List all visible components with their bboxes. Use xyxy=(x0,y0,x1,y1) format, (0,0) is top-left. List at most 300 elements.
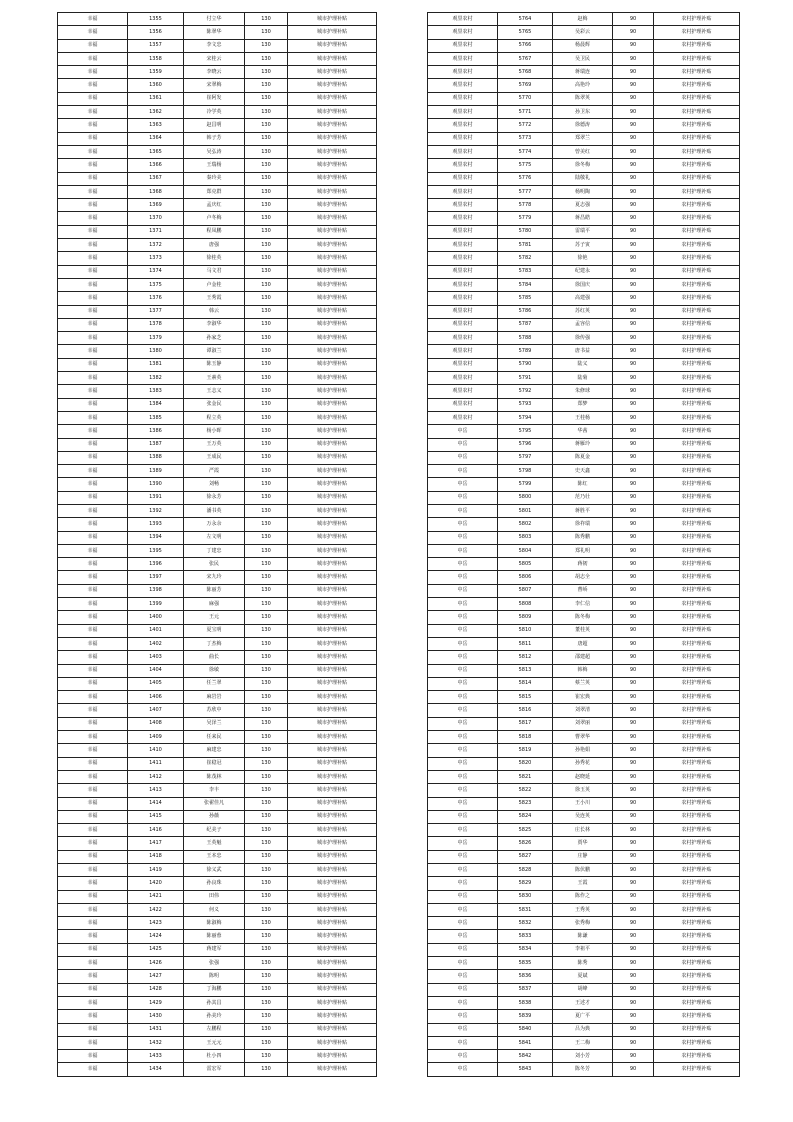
table-row xyxy=(58,438,377,451)
table-row xyxy=(58,558,377,571)
table-row xyxy=(428,544,740,557)
region-cell: 中岳 xyxy=(428,584,498,597)
name-cell: 徐敏 xyxy=(184,664,245,677)
region-cell: 幸福 xyxy=(58,252,128,265)
region-cell: 中岳 xyxy=(428,558,498,571)
amount-cell: 130 xyxy=(245,1063,288,1076)
region-cell: 中岳 xyxy=(428,478,498,491)
name-cell: 王瑞杨 xyxy=(184,159,245,172)
region-cell: 幸福 xyxy=(58,13,128,26)
subsidy-type-cell: 农村护理补贴 xyxy=(654,704,740,717)
subsidy-type-cell: 城市护理补贴 xyxy=(288,185,377,198)
name-cell: 孙其昌 xyxy=(184,996,245,1009)
id-cell: 1434 xyxy=(128,1063,184,1076)
region-cell: 幸福 xyxy=(58,837,128,850)
amount-cell: 130 xyxy=(245,903,288,916)
region-cell: 中岳 xyxy=(428,930,498,943)
name-cell: 付立华 xyxy=(184,13,245,26)
region-cell: 中岳 xyxy=(428,677,498,690)
name-cell: 徐永芳 xyxy=(184,491,245,504)
subsidy-type-cell: 城市护理补贴 xyxy=(288,518,377,531)
table-row xyxy=(58,624,377,637)
subsidy-type-cell: 农村护理补贴 xyxy=(654,691,740,704)
subsidy-type-cell: 农村护理补贴 xyxy=(654,996,740,1009)
table-row xyxy=(428,491,740,504)
name-cell: 张秀梅 xyxy=(553,917,613,930)
region-cell: 幸福 xyxy=(58,159,128,172)
table-row xyxy=(58,1010,377,1023)
id-cell: 1360 xyxy=(128,79,184,92)
region-cell: 观里农村 xyxy=(428,106,498,119)
name-cell: 华茜 xyxy=(553,425,613,438)
region-cell: 中岳 xyxy=(428,691,498,704)
region-cell: 幸福 xyxy=(58,398,128,411)
id-cell: 1408 xyxy=(128,717,184,730)
amount-cell: 90 xyxy=(613,504,654,517)
name-cell: 夏广平 xyxy=(553,1010,613,1023)
table-row xyxy=(58,132,377,145)
subsidy-type-cell: 农村护理补贴 xyxy=(654,478,740,491)
subsidy-type-cell: 农村护理补贴 xyxy=(654,837,740,850)
name-cell: 万永余 xyxy=(184,518,245,531)
region-cell: 中岳 xyxy=(428,465,498,478)
table-row xyxy=(428,824,740,837)
subsidy-type-cell: 城市护理补贴 xyxy=(288,731,377,744)
table-row xyxy=(428,66,740,79)
table-row xyxy=(428,1023,740,1036)
name-cell: 陈谦 xyxy=(553,930,613,943)
amount-cell: 90 xyxy=(613,372,654,385)
subsidy-type-cell: 农村护理补贴 xyxy=(654,398,740,411)
table-row xyxy=(58,172,377,185)
table-row xyxy=(58,717,377,730)
name-cell: 朱修球 xyxy=(553,385,613,398)
amount-cell: 130 xyxy=(245,159,288,172)
table-row xyxy=(428,478,740,491)
region-cell: 中岳 xyxy=(428,824,498,837)
id-cell: 1357 xyxy=(128,39,184,52)
name-cell: 王英魁 xyxy=(184,837,245,850)
table-row xyxy=(428,797,740,810)
table-row xyxy=(428,717,740,730)
subsidy-type-cell: 城市护理补贴 xyxy=(288,79,377,92)
name-cell: 胡峰 xyxy=(553,983,613,996)
subsidy-type-cell: 城市护理补贴 xyxy=(288,677,377,690)
amount-cell: 90 xyxy=(613,478,654,491)
subsidy-type-cell: 城市护理补贴 xyxy=(288,478,377,491)
region-cell: 中岳 xyxy=(428,425,498,438)
name-cell: 唐超 xyxy=(553,637,613,650)
amount-cell: 130 xyxy=(245,877,288,890)
subsidy-type-cell: 城市护理补贴 xyxy=(288,957,377,970)
subsidy-type-cell: 农村护理补贴 xyxy=(654,66,740,79)
region-cell: 观里农村 xyxy=(428,398,498,411)
id-cell: 5842 xyxy=(498,1050,553,1063)
table-row xyxy=(58,52,377,65)
id-cell: 5843 xyxy=(498,1063,553,1076)
region-cell: 观里农村 xyxy=(428,92,498,105)
subsidy-type-cell: 城市护理补贴 xyxy=(288,504,377,517)
name-cell: 陈玉静 xyxy=(184,358,245,371)
region-cell: 幸福 xyxy=(58,784,128,797)
region-cell: 中岳 xyxy=(428,1050,498,1063)
id-cell: 1362 xyxy=(128,106,184,119)
region-cell: 观里农村 xyxy=(428,199,498,212)
region-cell: 中岳 xyxy=(428,451,498,464)
region-cell: 幸福 xyxy=(58,558,128,571)
name-cell: 唐强 xyxy=(184,239,245,252)
id-cell: 1432 xyxy=(128,1036,184,1049)
subsidy-type-cell: 农村护理补贴 xyxy=(654,13,740,26)
region-cell: 中岳 xyxy=(428,651,498,664)
name-cell: 卢金桂 xyxy=(184,278,245,291)
name-cell: 崔阿发 xyxy=(184,92,245,105)
name-cell: 陈丽芳 xyxy=(184,584,245,597)
name-cell: 曹翠华 xyxy=(553,731,613,744)
amount-cell: 130 xyxy=(245,1023,288,1036)
id-cell: 5788 xyxy=(498,332,553,345)
name-cell: 蒋胜平 xyxy=(553,504,613,517)
id-cell: 1361 xyxy=(128,92,184,105)
subsidy-type-cell: 城市护理补贴 xyxy=(288,172,377,185)
subsidy-type-cell: 城市护理补贴 xyxy=(288,239,377,252)
name-cell: 孙卫东 xyxy=(553,106,613,119)
name-cell: 丁杰梅 xyxy=(184,637,245,650)
subsidy-type-cell: 城市护理补贴 xyxy=(288,372,377,385)
subsidy-type-cell: 农村护理补贴 xyxy=(654,92,740,105)
region-cell: 幸福 xyxy=(58,239,128,252)
name-cell: 宋九玲 xyxy=(184,571,245,584)
name-cell: 李晓云 xyxy=(184,66,245,79)
region-cell: 观里农村 xyxy=(428,345,498,358)
id-cell: 5803 xyxy=(498,531,553,544)
amount-cell: 130 xyxy=(245,265,288,278)
table-row xyxy=(58,877,377,890)
name-cell: 史天鑫 xyxy=(553,465,613,478)
region-cell: 幸福 xyxy=(58,265,128,278)
subsidy-type-cell: 农村护理补贴 xyxy=(654,983,740,996)
id-cell: 1394 xyxy=(128,531,184,544)
id-cell: 1388 xyxy=(128,451,184,464)
id-cell: 1404 xyxy=(128,664,184,677)
id-cell: 5833 xyxy=(498,930,553,943)
amount-cell: 130 xyxy=(245,318,288,331)
id-cell: 1386 xyxy=(128,425,184,438)
region-cell: 幸福 xyxy=(58,79,128,92)
amount-cell: 90 xyxy=(613,425,654,438)
region-cell: 中岳 xyxy=(428,637,498,650)
table-row xyxy=(428,637,740,650)
name-cell: 杨明陶 xyxy=(553,185,613,198)
name-cell: 王元 xyxy=(184,611,245,624)
id-cell: 5789 xyxy=(498,345,553,358)
amount-cell: 90 xyxy=(613,438,654,451)
id-cell: 1409 xyxy=(128,731,184,744)
region-cell: 观里农村 xyxy=(428,172,498,185)
table-row xyxy=(58,292,377,305)
region-cell: 观里农村 xyxy=(428,119,498,132)
table-row xyxy=(58,425,377,438)
table-row xyxy=(58,1023,377,1036)
table-row xyxy=(428,850,740,863)
id-cell: 5800 xyxy=(498,491,553,504)
amount-cell: 90 xyxy=(613,943,654,956)
amount-cell: 130 xyxy=(245,119,288,132)
name-cell: 张民 xyxy=(184,558,245,571)
id-cell: 1381 xyxy=(128,358,184,371)
table-row xyxy=(58,318,377,331)
table-row xyxy=(428,624,740,637)
name-cell: 蒋瑞连 xyxy=(553,66,613,79)
table-row xyxy=(58,265,377,278)
amount-cell: 90 xyxy=(613,305,654,318)
id-cell: 5831 xyxy=(498,903,553,916)
table-row xyxy=(428,1010,740,1023)
subsidy-type-cell: 农村护理补贴 xyxy=(654,318,740,331)
id-cell: 5804 xyxy=(498,544,553,557)
amount-cell: 90 xyxy=(613,637,654,650)
id-cell: 1428 xyxy=(128,983,184,996)
table-row xyxy=(58,930,377,943)
subsidy-type-cell: 城市护理补贴 xyxy=(288,757,377,770)
region-cell: 幸福 xyxy=(58,438,128,451)
table-row xyxy=(428,704,740,717)
amount-cell: 90 xyxy=(613,278,654,291)
name-cell: 麻建忠 xyxy=(184,744,245,757)
region-cell: 幸福 xyxy=(58,385,128,398)
region-cell: 幸福 xyxy=(58,651,128,664)
amount-cell: 130 xyxy=(245,996,288,1009)
id-cell: 5795 xyxy=(498,425,553,438)
id-cell: 1377 xyxy=(128,305,184,318)
subsidy-type-cell: 城市护理补贴 xyxy=(288,544,377,557)
subsidy-type-cell: 农村护理补贴 xyxy=(654,225,740,238)
name-cell: 蔡兰英 xyxy=(553,677,613,690)
name-cell: 陈红 xyxy=(553,478,613,491)
subsidy-type-cell: 农村护理补贴 xyxy=(654,890,740,903)
id-cell: 1373 xyxy=(128,252,184,265)
id-cell: 5767 xyxy=(498,52,553,65)
subsidy-type-cell: 农村护理补贴 xyxy=(654,119,740,132)
table-row xyxy=(58,145,377,158)
amount-cell: 130 xyxy=(245,145,288,158)
amount-cell: 90 xyxy=(613,212,654,225)
id-cell: 5783 xyxy=(498,265,553,278)
amount-cell: 90 xyxy=(613,185,654,198)
id-cell: 1406 xyxy=(128,691,184,704)
region-cell: 幸福 xyxy=(58,66,128,79)
amount-cell: 90 xyxy=(613,465,654,478)
name-cell: 孟庆红 xyxy=(184,199,245,212)
table-row xyxy=(428,611,740,624)
region-cell: 中岳 xyxy=(428,531,498,544)
table-row xyxy=(428,837,740,850)
region-cell: 观里农村 xyxy=(428,225,498,238)
name-cell: 何义 xyxy=(184,903,245,916)
id-cell: 1366 xyxy=(128,159,184,172)
table-row xyxy=(58,239,377,252)
region-cell: 幸福 xyxy=(58,584,128,597)
table-row xyxy=(58,385,377,398)
id-cell: 5820 xyxy=(498,757,553,770)
name-cell: 陈翠英 xyxy=(553,92,613,105)
region-cell: 幸福 xyxy=(58,943,128,956)
table-row xyxy=(58,917,377,930)
region-cell: 中岳 xyxy=(428,731,498,744)
table-row xyxy=(428,903,740,916)
subsidy-type-cell: 城市护理补贴 xyxy=(288,278,377,291)
subsidy-type-cell: 城市护理补贴 xyxy=(288,983,377,996)
name-cell: 麻岩岩 xyxy=(184,691,245,704)
amount-cell: 130 xyxy=(245,465,288,478)
region-cell: 中岳 xyxy=(428,797,498,810)
id-cell: 5837 xyxy=(498,983,553,996)
table-row xyxy=(428,358,740,371)
id-cell: 1433 xyxy=(128,1050,184,1063)
table-row xyxy=(58,26,377,39)
region-cell: 幸福 xyxy=(58,345,128,358)
amount-cell: 90 xyxy=(613,797,654,810)
region-cell: 幸福 xyxy=(58,970,128,983)
amount-cell: 90 xyxy=(613,983,654,996)
table-row xyxy=(58,731,377,744)
subsidy-type-cell: 城市护理补贴 xyxy=(288,1050,377,1063)
region-cell: 观里农村 xyxy=(428,52,498,65)
table-row xyxy=(428,677,740,690)
subsidy-type-cell: 农村护理补贴 xyxy=(654,864,740,877)
table-row xyxy=(58,957,377,970)
amount-cell: 90 xyxy=(613,744,654,757)
table-row xyxy=(428,278,740,291)
name-cell: 陆义 xyxy=(553,358,613,371)
amount-cell: 130 xyxy=(245,624,288,637)
name-cell: 董桂英 xyxy=(553,624,613,637)
subsidy-type-cell: 农村护理补贴 xyxy=(654,943,740,956)
amount-cell: 130 xyxy=(245,757,288,770)
id-cell: 1431 xyxy=(128,1023,184,1036)
name-cell: 徐冬梅 xyxy=(553,159,613,172)
amount-cell: 130 xyxy=(245,504,288,517)
name-cell: 高建强 xyxy=(553,292,613,305)
subsidy-type-cell: 城市护理补贴 xyxy=(288,385,377,398)
subsidy-type-cell: 农村护理补贴 xyxy=(654,425,740,438)
name-cell: 马文君 xyxy=(184,265,245,278)
table-row xyxy=(58,66,377,79)
amount-cell: 90 xyxy=(613,531,654,544)
amount-cell: 130 xyxy=(245,66,288,79)
subsidy-type-cell: 农村护理补贴 xyxy=(654,731,740,744)
amount-cell: 90 xyxy=(613,903,654,916)
subsidy-type-cell: 城市护理补贴 xyxy=(288,877,377,890)
name-cell: 王万英 xyxy=(184,438,245,451)
name-cell: 高艳玲 xyxy=(553,79,613,92)
region-cell: 观里农村 xyxy=(428,159,498,172)
subsidy-type-cell: 城市护理补贴 xyxy=(288,438,377,451)
amount-cell: 130 xyxy=(245,810,288,823)
table-row xyxy=(428,239,740,252)
id-cell: 5765 xyxy=(498,26,553,39)
amount-cell: 90 xyxy=(613,225,654,238)
subsidy-type-cell: 城市护理补贴 xyxy=(288,305,377,318)
subsidy-type-cell: 城市护理补贴 xyxy=(288,531,377,544)
name-cell: 刘畅 xyxy=(184,478,245,491)
name-cell: 王桂杨 xyxy=(553,411,613,424)
id-cell: 1375 xyxy=(128,278,184,291)
subsidy-type-cell: 城市护理补贴 xyxy=(288,451,377,464)
subsidy-type-cell: 城市护理补贴 xyxy=(288,637,377,650)
name-cell: 庄静 xyxy=(553,850,613,863)
id-cell: 1369 xyxy=(128,199,184,212)
table-row xyxy=(428,1063,740,1076)
region-cell: 中岳 xyxy=(428,544,498,557)
table-row xyxy=(58,970,377,983)
subsidy-type-cell: 城市护理补贴 xyxy=(288,39,377,52)
table-row xyxy=(428,996,740,1009)
table-row xyxy=(58,92,377,105)
amount-cell: 130 xyxy=(245,225,288,238)
amount-cell: 90 xyxy=(613,717,654,730)
region-cell: 中岳 xyxy=(428,850,498,863)
id-cell: 1374 xyxy=(128,265,184,278)
name-cell: 郑克群 xyxy=(184,185,245,198)
region-cell: 中岳 xyxy=(428,1036,498,1049)
name-cell: 王素英 xyxy=(184,372,245,385)
region-cell: 中岳 xyxy=(428,704,498,717)
subsidy-type-cell: 城市护理补贴 xyxy=(288,571,377,584)
region-cell: 中岳 xyxy=(428,983,498,996)
name-cell: 程立英 xyxy=(184,411,245,424)
region-cell: 幸福 xyxy=(58,199,128,212)
id-cell: 1397 xyxy=(128,571,184,584)
amount-cell: 130 xyxy=(245,930,288,943)
table-row xyxy=(58,212,377,225)
table-row xyxy=(428,943,740,956)
amount-cell: 90 xyxy=(613,704,654,717)
table-row xyxy=(428,199,740,212)
id-cell: 1405 xyxy=(128,677,184,690)
name-cell: 崔稳冠 xyxy=(184,757,245,770)
id-cell: 5766 xyxy=(498,39,553,52)
name-cell: 孙薇 xyxy=(184,810,245,823)
region-cell: 幸福 xyxy=(58,731,128,744)
name-cell: 陈伏鹏 xyxy=(553,864,613,877)
table-row xyxy=(428,770,740,783)
table-row xyxy=(428,598,740,611)
name-cell: 徐艳 xyxy=(553,252,613,265)
subsidy-type-cell: 城市护理补贴 xyxy=(288,465,377,478)
region-cell: 中岳 xyxy=(428,877,498,890)
subsidy-type-cell: 农村护理补贴 xyxy=(654,917,740,930)
amount-cell: 90 xyxy=(613,358,654,371)
table-row xyxy=(58,611,377,624)
table-row xyxy=(428,438,740,451)
amount-cell: 90 xyxy=(613,824,654,837)
id-cell: 5807 xyxy=(498,584,553,597)
table-row xyxy=(428,917,740,930)
region-cell: 幸福 xyxy=(58,571,128,584)
table-row xyxy=(58,903,377,916)
name-cell: 卢冬梅 xyxy=(184,212,245,225)
id-cell: 1411 xyxy=(128,757,184,770)
name-cell: 左文明 xyxy=(184,531,245,544)
name-cell: 邵建超 xyxy=(553,651,613,664)
name-cell: 徐玉英 xyxy=(553,784,613,797)
table-row xyxy=(58,983,377,996)
subsidy-type-cell: 农村护理补贴 xyxy=(654,571,740,584)
id-cell: 5835 xyxy=(498,957,553,970)
id-cell: 5801 xyxy=(498,504,553,517)
amount-cell: 90 xyxy=(613,159,654,172)
